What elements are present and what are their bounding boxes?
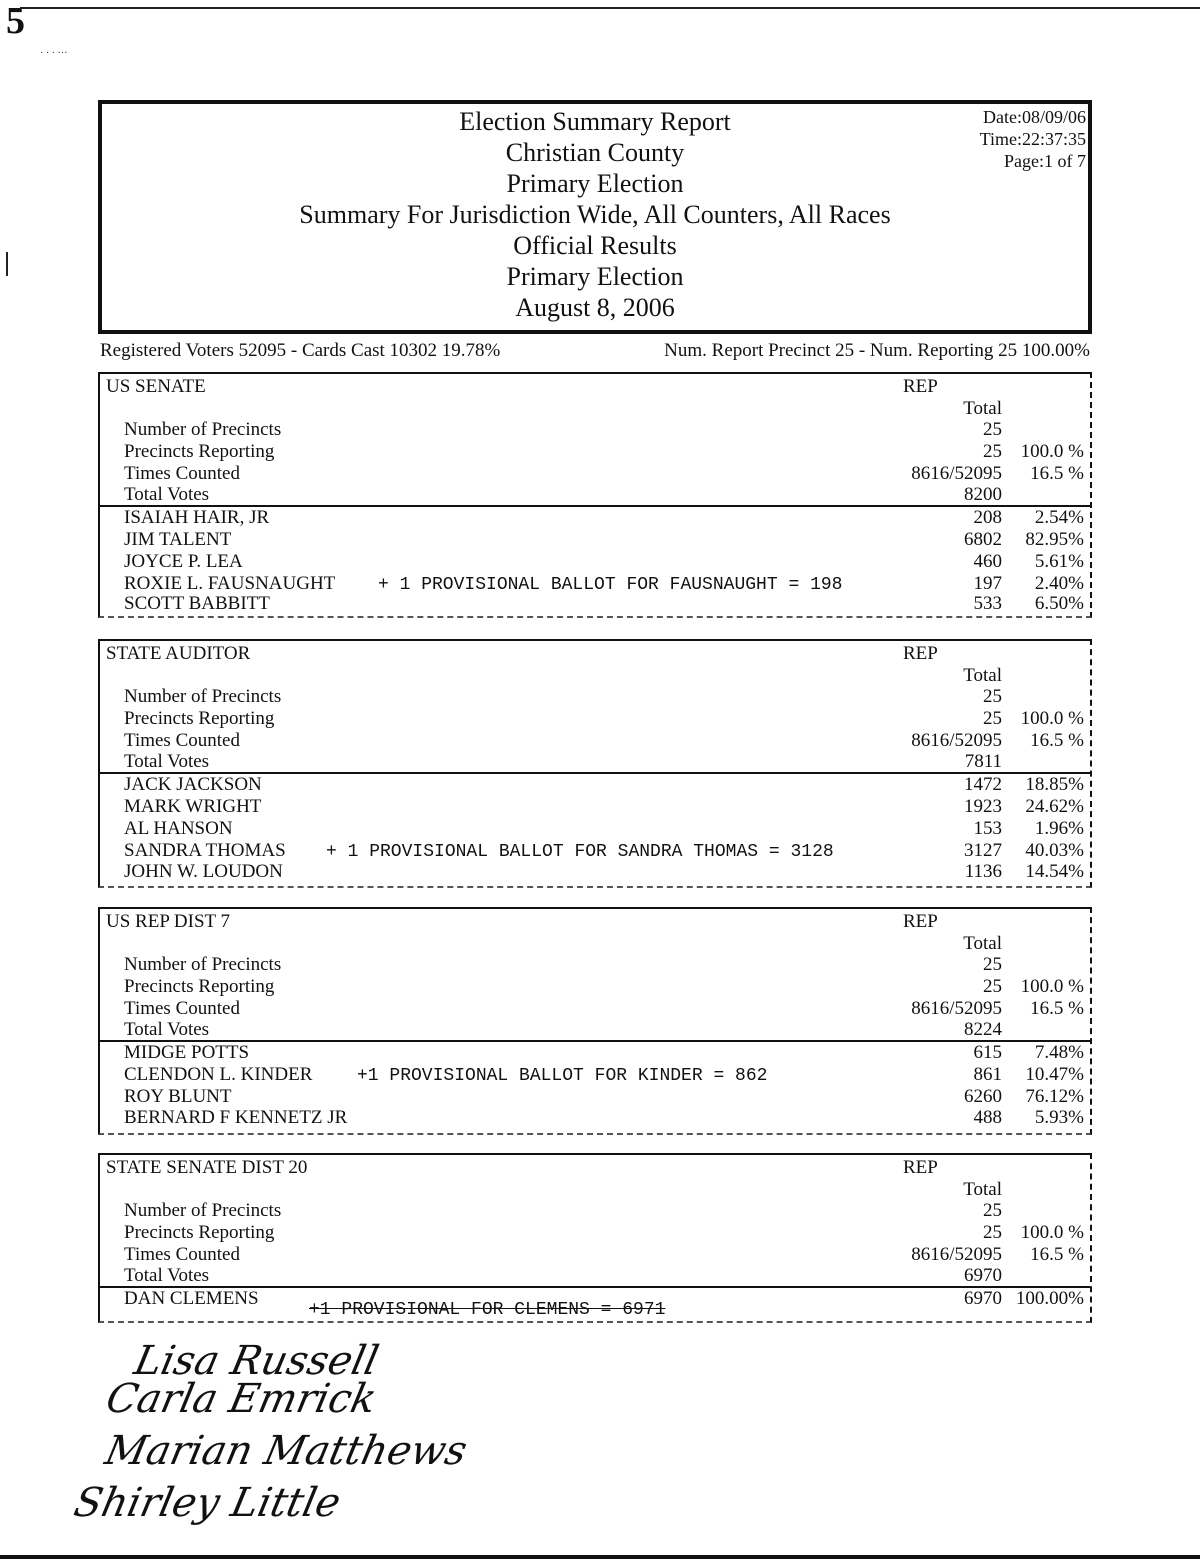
stat-value: 8224: [964, 1019, 1002, 1040]
header-meta: [980, 106, 1086, 172]
stat-pct: 100.0 %: [1020, 708, 1084, 729]
race-title: US REP DIST 7: [106, 911, 231, 932]
race-state-auditor: [98, 639, 1092, 888]
stat-value: 8616/52095: [911, 1244, 1002, 1265]
header-title-block: [102, 106, 1088, 323]
provisional-ballot-note: +1 PROVISIONAL BALLOT FOR KINDER = 862: [357, 1066, 768, 1086]
stat-value: 25: [983, 976, 1002, 997]
candidate-row: [124, 1042, 1084, 1064]
race-title: STATE AUDITOR: [106, 643, 251, 664]
candidate-row: [124, 1086, 1084, 1108]
stat-pct: 16.5 %: [1030, 1244, 1084, 1265]
party-header: REP: [903, 911, 938, 932]
candidate-name: MIDGE POTTS: [124, 1042, 250, 1063]
candidate-votes: 460: [973, 551, 1002, 572]
candidate-votes: 153: [973, 818, 1002, 839]
stat-pct: 16.5 %: [1030, 998, 1084, 1019]
candidate-votes: 208: [973, 507, 1002, 528]
race-title: US SENATE: [106, 376, 206, 397]
candidate-votes: 861: [973, 1064, 1002, 1085]
candidate-pct: 24.62%: [1025, 796, 1084, 817]
stat-value: 8200: [964, 484, 1002, 505]
candidate-name: CLENDON L. KINDER: [124, 1064, 313, 1085]
total-header: Total: [963, 1179, 1002, 1200]
stat-row: [124, 730, 1084, 752]
candidate-name: JIM TALENT: [124, 529, 232, 550]
candidate-row: [124, 1107, 1084, 1129]
candidate-pct: 6.50%: [1034, 593, 1084, 614]
candidate-votes: 533: [973, 593, 1002, 614]
stat-row: [124, 441, 1084, 463]
candidate-row: [124, 796, 1084, 818]
candidate-name: SANDRA THOMAS: [124, 840, 286, 861]
stat-row: [124, 751, 1084, 773]
stat-value: 8616/52095: [911, 463, 1002, 484]
candidate-pct: 10.47%: [1025, 1064, 1084, 1085]
header-line: Election Summary Report: [459, 107, 731, 136]
stat-row: [124, 419, 1084, 441]
stat-row: [124, 686, 1084, 708]
total-header: Total: [963, 665, 1002, 686]
candidate-name: JOHN W. LOUDON: [124, 861, 283, 882]
stat-label: Total Votes: [124, 1019, 210, 1040]
report-time: Time:22:37:35: [979, 129, 1086, 149]
party-header: REP: [903, 1157, 938, 1178]
candidate-row: [124, 774, 1084, 796]
candidate-row: [124, 840, 1084, 862]
stat-label: Total Votes: [124, 1265, 210, 1286]
stat-row: [124, 1019, 1084, 1041]
candidate-name: DAN CLEMENS: [124, 1288, 259, 1309]
header-line: Summary For Jurisdiction Wide, All Counters, All Races: [299, 200, 891, 229]
candidate-row: [124, 507, 1084, 529]
stat-row: [124, 976, 1084, 998]
candidate-pct: 2.40%: [1034, 573, 1084, 594]
stat-value: 25: [983, 1222, 1002, 1243]
header-line: Primary Election: [506, 169, 684, 198]
left-margin-tick: [6, 252, 8, 276]
stat-pct: 16.5 %: [1030, 463, 1084, 484]
candidate-row: [124, 1288, 1084, 1320]
stat-value: 25: [983, 1200, 1002, 1221]
stat-pct: 100.0 %: [1020, 976, 1084, 997]
stat-value: 8616/52095: [911, 998, 1002, 1019]
stat-label: Number of Precincts: [124, 954, 282, 975]
provisional-ballot-note: + 1 PROVISIONAL BALLOT FOR SANDRA THOMAS = 3128: [326, 842, 834, 862]
scan-specks: · · · ···: [40, 48, 68, 59]
candidate-name: JACK JACKSON: [124, 774, 262, 795]
candidate-votes: 197: [973, 573, 1002, 594]
stat-value: 6970: [964, 1265, 1002, 1286]
candidate-pct: 2.54%: [1034, 507, 1084, 528]
candidate-pct: 5.61%: [1034, 551, 1084, 572]
signature: Shirley Little: [70, 1480, 345, 1526]
candidate-row: [124, 529, 1084, 551]
stat-row: [124, 708, 1084, 730]
stat-pct: 16.5 %: [1030, 730, 1084, 751]
stat-row: [124, 954, 1084, 976]
race-us-rep-dist-7: [98, 907, 1092, 1135]
candidate-pct: 5.93%: [1034, 1107, 1084, 1128]
party-header: REP: [903, 376, 938, 397]
stat-label: Times Counted: [124, 998, 240, 1019]
candidate-name: ISAIAH HAIR, JR: [124, 507, 270, 528]
stat-pct: 100.0 %: [1020, 1222, 1084, 1243]
candidate-name: ROXIE L. FAUSNAUGHT: [124, 573, 336, 594]
candidate-votes: 6970: [964, 1288, 1002, 1309]
candidate-pct: 40.03%: [1025, 840, 1084, 861]
candidate-row: [124, 1064, 1084, 1086]
candidate-row: [124, 593, 1084, 615]
candidate-name: BERNARD F KENNETZ JR: [124, 1107, 348, 1128]
stat-label: Number of Precincts: [124, 1200, 282, 1221]
stat-label: Times Counted: [124, 730, 240, 751]
stat-label: Number of Precincts: [124, 419, 282, 440]
stat-value: 25: [983, 686, 1002, 707]
stat-label: Total Votes: [124, 751, 210, 772]
stat-value: 25: [983, 708, 1002, 729]
candidate-votes: 3127: [964, 840, 1002, 861]
registered-voters: Registered Voters 52095 - Cards Cast 10302 19.78%: [100, 340, 501, 361]
signature: Carla Emrick: [102, 1376, 381, 1422]
provisional-ballot-note: +1 PROVISIONAL FOR CLEMENS = 6971: [309, 1300, 666, 1320]
candidate-pct: 1.96%: [1034, 818, 1084, 839]
candidate-name: JOYCE P. LEA: [124, 551, 243, 572]
stat-row: [124, 463, 1084, 485]
candidate-row: [124, 818, 1084, 840]
stat-row: [124, 1244, 1084, 1266]
stat-label: Total Votes: [124, 484, 210, 505]
stat-row: [124, 484, 1084, 506]
race-title: STATE SENATE DIST 20: [106, 1157, 308, 1178]
precinct-reporting: Num. Report Precinct 25 - Num. Reporting 25 100.00%: [664, 340, 1090, 361]
stat-pct: 100.0 %: [1020, 441, 1084, 462]
candidate-votes: 488: [973, 1107, 1002, 1128]
header-line: August 8, 2006: [515, 293, 675, 322]
candidate-pct: 14.54%: [1025, 861, 1084, 882]
signature: Marian Matthews: [101, 1428, 472, 1474]
candidate-name: ROY BLUNT: [124, 1086, 232, 1107]
stat-row: [124, 1265, 1084, 1287]
header-line: Official Results: [513, 231, 677, 260]
candidate-pct: 100.00%: [1015, 1288, 1084, 1309]
corner-mark: 5: [6, 0, 25, 42]
race-state-senate-dist-20: [98, 1153, 1092, 1323]
stat-label: Precincts Reporting: [124, 1222, 275, 1243]
candidate-pct: 82.95%: [1025, 529, 1084, 550]
race-us-senate: [98, 372, 1092, 618]
signature-block: [69, 1335, 590, 1529]
party-header: REP: [903, 643, 938, 664]
stat-label: Times Counted: [124, 463, 240, 484]
total-header: Total: [963, 933, 1002, 954]
stat-row: [124, 998, 1084, 1020]
candidate-pct: 76.12%: [1025, 1086, 1084, 1107]
candidate-votes: 6260: [964, 1086, 1002, 1107]
report-page: Page:1 of 7: [1004, 151, 1086, 171]
stat-value: 25: [983, 419, 1002, 440]
candidate-row: [124, 551, 1084, 573]
candidate-pct: 7.48%: [1034, 1042, 1084, 1063]
bottom-rule: [0, 1555, 1200, 1559]
candidate-votes: 1923: [964, 796, 1002, 817]
stat-row: [124, 1222, 1084, 1244]
candidate-name: MARK WRIGHT: [124, 796, 262, 817]
candidate-row: [124, 573, 1084, 595]
candidate-name: SCOTT BABBITT: [124, 593, 270, 614]
stat-label: Precincts Reporting: [124, 976, 275, 997]
candidate-name: AL HANSON: [124, 818, 233, 839]
candidate-votes: 6802: [964, 529, 1002, 550]
total-header: Total: [963, 398, 1002, 419]
candidate-votes: 1472: [964, 774, 1002, 795]
top-rule: [20, 7, 1200, 9]
stat-row: [124, 1200, 1084, 1222]
stat-label: Number of Precincts: [124, 686, 282, 707]
provisional-ballot-note: + 1 PROVISIONAL BALLOT FOR FAUSNAUGHT = 198: [378, 575, 843, 595]
stat-value: 25: [983, 954, 1002, 975]
header-line: Christian County: [505, 138, 685, 167]
stat-label: Precincts Reporting: [124, 708, 275, 729]
stat-value: 8616/52095: [911, 730, 1002, 751]
header-line: Primary Election: [506, 262, 684, 291]
candidate-votes: 1136: [964, 861, 1002, 882]
candidate-pct: 18.85%: [1025, 774, 1084, 795]
stat-label: Times Counted: [124, 1244, 240, 1265]
stat-label: Precincts Reporting: [124, 441, 275, 462]
signature: Lisa Russell: [130, 1338, 383, 1384]
report-header: [98, 100, 1092, 334]
candidate-row: [124, 861, 1084, 883]
stat-value: 25: [983, 441, 1002, 462]
stat-value: 7811: [964, 751, 1002, 772]
candidate-votes: 615: [973, 1042, 1002, 1063]
report-date: Date:08/09/06: [983, 107, 1086, 127]
